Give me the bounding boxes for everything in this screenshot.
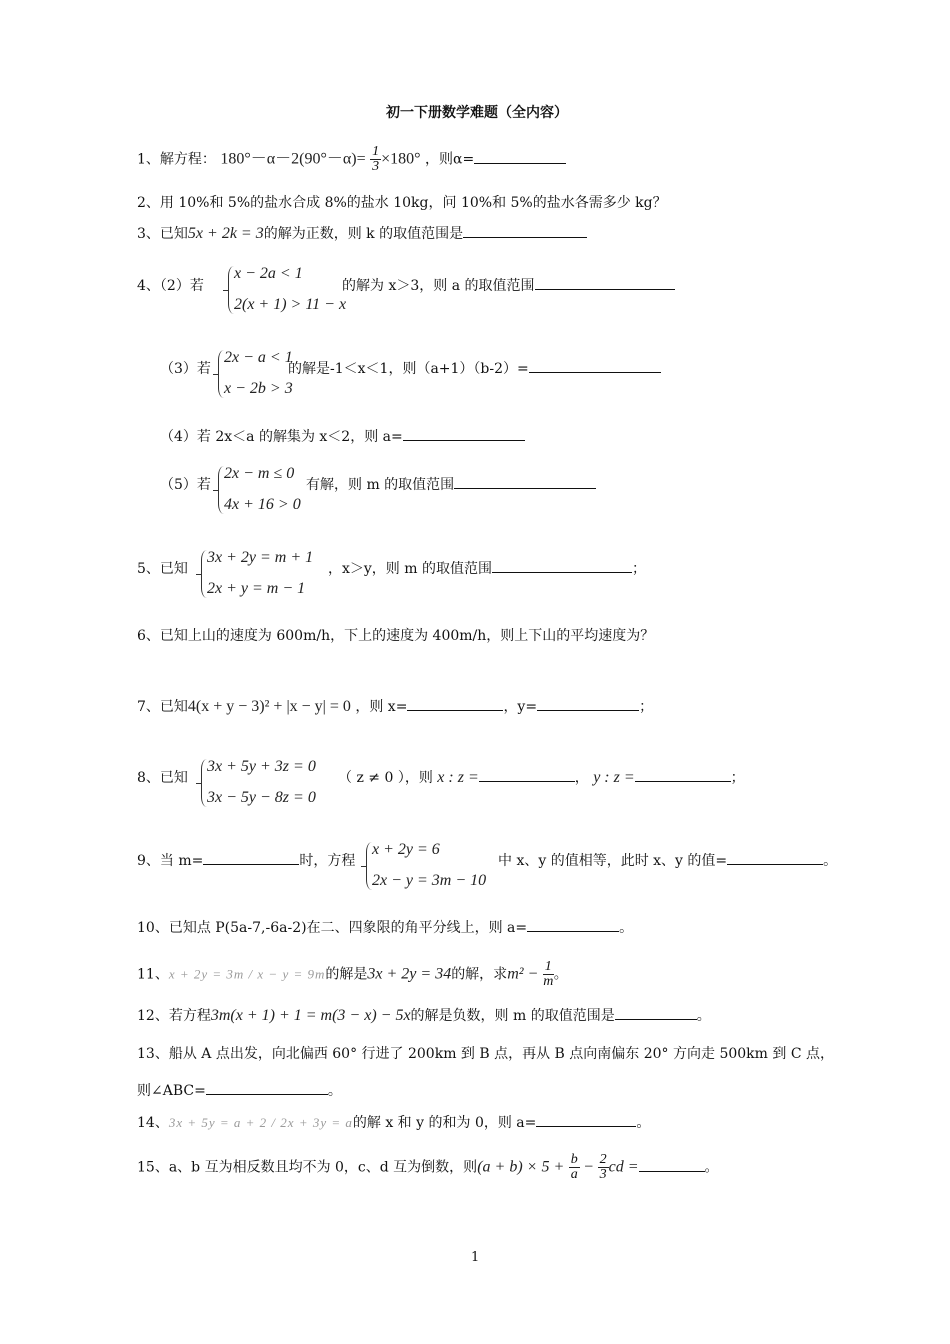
q4-suffix: 的解为 x＞3，则 a 的取值范围 [342, 275, 675, 295]
q8-line2: 3x − 5y − 8z = 0 [207, 789, 316, 806]
q4-3-line2: x − 2b > 3 [224, 380, 293, 397]
q1-suffix: ，则α= [424, 151, 475, 168]
question-13-line2: 则∠ABC= 。 [137, 1080, 342, 1100]
q14-faded-system: 3x + 5y = a + 2 / 2x + 3y = a [168, 1115, 353, 1130]
q1-answer-blank[interactable] [474, 149, 566, 164]
q1-eq: = [356, 150, 366, 168]
q4-5-suffix: 有解，则 m 的取值范围 [306, 474, 596, 494]
q4-5-answer-blank[interactable] [454, 474, 596, 489]
q15-fraction-23: $\frac{2}{3}$ [599, 1152, 607, 1182]
q8-ratio-xz: x : z = [437, 769, 479, 786]
q15-fraction-ba: $\frac{b}{a}$ [570, 1152, 578, 1182]
q1-prefix: 1、解方程： [137, 151, 216, 168]
q4-5-line1: 2x − m ≤ 0 [224, 465, 295, 482]
q15-expr-b: cd = [608, 1158, 639, 1176]
question-15: 15、a、b 互为相反数且均不为 0，c、d 互为倒数，则(a + b) × 5 + $\frac{b}{a}$ − $\frac{2}{3}$ cd = 。 [137, 1152, 719, 1182]
q8-suffix: （ z ≠ 0 ），则 x : z = ， y : z = ； [338, 769, 745, 786]
q9-line1: x + 2y = 6 [372, 841, 440, 858]
page-title: 初一下册数学难题（全内容） [386, 105, 568, 121]
question-4-2: 4、（2）若 [137, 278, 204, 294]
page-number: 1 [471, 1250, 480, 1265]
q4-line2: 2(x + 1) > 11 − x [234, 296, 347, 313]
q15-expr-a: (a + b) × 5 + [477, 1158, 565, 1176]
q8-line1: 3x + 5y + 3z = 0 [207, 758, 316, 775]
q4-3-line1: 2x − a < 1 [224, 349, 293, 366]
q7-y-blank[interactable] [537, 696, 639, 711]
question-7: 7、已知4(x + y − 3)² + |x − y| = 0 ，则 x= ，y= ； [137, 698, 654, 715]
q9-line2: 2x − y = 3m − 10 [372, 872, 487, 889]
q7-expr: 4(x + y − 3)² + |x − y| = 0 [187, 698, 351, 715]
q4-line1: x − 2a < 1 [234, 265, 303, 282]
q14-answer-blank[interactable] [536, 1112, 636, 1127]
q1-expr-a: 180°－α－2 [220, 150, 300, 168]
q11-expr: 3x + 2y = 34 [367, 965, 452, 983]
question-13-line1: 13、船从 A 点出发，向北偏西 60° 行进了 200km 到 B 点，再从 B 点向南偏东 20° 方向走 500km 到 C 点， [137, 1046, 835, 1062]
q5-answer-blank[interactable] [492, 558, 632, 573]
q1-fraction: $\frac{1}{3}$ [372, 144, 380, 174]
question-10: 10、已知点 P(5a-7,-6a-2)在二、四象限的角平分线上，则 a= 。 [137, 917, 633, 937]
q11-fraction: $\frac{1}{m}$ [543, 959, 554, 989]
question-3: 3、已知5x + 2k = 3的解为正数，则 k 的取值范围是 [137, 223, 587, 243]
q9-suffix: 中 x、y 的值相等，此时 x、y 的值= 。 [498, 850, 837, 870]
q5-line1: 3x + 2y = m + 1 [207, 549, 314, 566]
question-4-4: （4）若 2x＜a 的解集为 x＜2，则 a= [160, 426, 525, 446]
q10-answer-blank[interactable] [527, 917, 619, 932]
q15-answer-blank[interactable] [639, 1157, 705, 1172]
q3-expr: 5x + 2k = 3 [187, 225, 264, 242]
q9-xy-blank[interactable] [727, 850, 823, 865]
question-6: 6、已知上山的速度为 600m/h，下上的速度为 400m/h，则上下山的平均速度为？ [137, 628, 655, 644]
question-4-3: （3）若 [160, 361, 211, 377]
question-11: 11、x + 2y = 3m / x − y = 9m的解是3x + 2y = 34的解，求m² − $\frac{1}{m}$ 。 [137, 959, 568, 989]
q4-answer-blank[interactable] [535, 275, 675, 290]
q8-ratio-yz: y : z = [593, 769, 635, 786]
q11-expr2: m² − [507, 965, 539, 983]
question-8: 8、已知 [137, 770, 188, 786]
question-9: 9、当 m= 时，方程 [137, 850, 355, 870]
q4-5-line2: 4x + 16 > 0 [224, 496, 301, 513]
q5-suffix: ，x＞y，则 m 的取值范围 ； [328, 558, 646, 578]
question-14: 14、3x + 5y = a + 2 / 2x + 3y = a的解 x 和 y 的和为 0，则 a= 。 [137, 1112, 650, 1132]
q1-expr-c: ×180° [381, 150, 421, 168]
question-5: 5、已知 [137, 561, 188, 577]
q8-xz-blank[interactable] [479, 767, 575, 782]
q11-faded-system: x + 2y = 3m / x − y = 9m [168, 966, 326, 982]
q7-x-blank[interactable] [407, 696, 503, 711]
question-2: 2、用 10%和 5%的盐水合成 8%的盐水 10kg，问 10%和 5%的盐水各需多少 kg？ [137, 195, 667, 211]
q13-answer-blank[interactable] [206, 1080, 328, 1095]
question-1 [137, 145, 566, 174]
q4-3-answer-blank[interactable] [529, 358, 661, 373]
q3-answer-blank[interactable] [463, 223, 587, 238]
question-4-5: （5）若 [160, 477, 211, 493]
question-12: 12、若方程3m(x + 1) + 1 = m(3 − x) − 5x的解是负数，则 m 的取值范围是 。 [137, 1007, 711, 1024]
q4-4-answer-blank[interactable] [403, 426, 525, 441]
q8-yz-blank[interactable] [635, 767, 731, 782]
q4-3-suffix: 的解是-1＜x＜1，则（a+1）（b-2）= [288, 358, 661, 378]
q5-line2: 2x + y = m − 1 [207, 580, 306, 597]
q12-expr: 3m(x + 1) + 1 = m(3 − x) − 5x [210, 1007, 411, 1024]
q9-m-blank[interactable] [203, 850, 299, 865]
q1-expr-b: (90°－α) [299, 150, 357, 168]
q12-answer-blank[interactable] [615, 1005, 697, 1020]
